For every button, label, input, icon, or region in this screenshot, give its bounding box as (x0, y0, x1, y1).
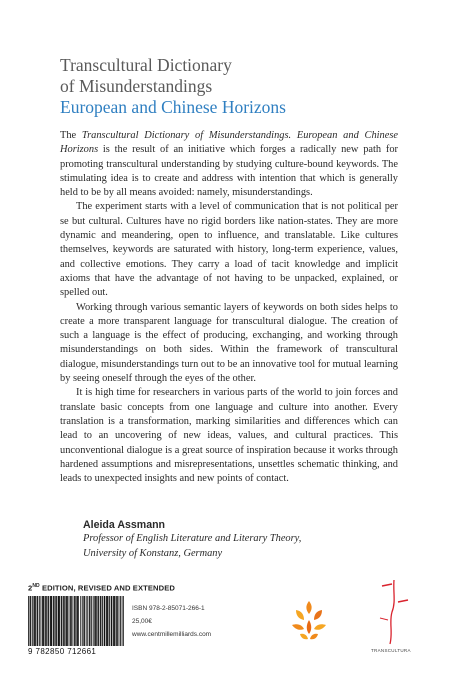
barcode-bar (46, 596, 47, 646)
barcode-bar (122, 596, 123, 646)
publication-info (132, 602, 211, 641)
barcode-bar (37, 596, 38, 646)
barcode-bars-icon (28, 596, 124, 646)
barcode-bar (116, 596, 117, 646)
barcode-bar (94, 596, 95, 646)
barcode-bar (72, 596, 73, 646)
barcode-bar (51, 596, 52, 646)
barcode-bar (70, 596, 71, 646)
barcode-bar (75, 596, 76, 646)
barcode-bar (45, 596, 46, 646)
barcode-bar (61, 596, 62, 646)
barcode-bar (100, 596, 101, 646)
barcode-bar (64, 596, 65, 646)
blurb-paragraph-3: Working through various semantic layers of keywords on both sides helps to create a more transparent language for transcultural dialogue. The creation of such a language is the effect of producing, exchanging, and working through misunderstandings on both sides. Within the framework of transcultural dialogue, misunderstandings turn out to be an innovative tool for mutual learning by seeing oneself through the eyes of the other. (60, 301, 398, 385)
barcode-bar (62, 596, 63, 646)
barcode-bar (77, 596, 78, 646)
barcode-bar (53, 596, 54, 646)
barcode-bar (58, 596, 59, 646)
barcode-bar (50, 596, 51, 646)
author-role-1: Professor of English Literature and Literary Theory, (83, 533, 302, 545)
barcode-bar (86, 596, 87, 646)
barcode-bar (28, 596, 29, 646)
barcode-bar (87, 596, 88, 646)
barcode-bar (82, 596, 83, 646)
transcultura-label: TRANSCULTURA (371, 648, 411, 653)
barcode-bar (48, 596, 49, 646)
blurb-text (60, 129, 398, 486)
barcode-bar (101, 596, 102, 646)
barcode-bar (30, 596, 31, 646)
barcode-bar (91, 596, 92, 646)
barcode-bar (74, 596, 75, 646)
barcode-bar (33, 596, 34, 646)
barcode-bar (80, 596, 81, 646)
barcode-bar (107, 596, 108, 646)
barcode-bar (89, 596, 90, 646)
book-title (60, 55, 286, 118)
barcode-bar (56, 596, 57, 646)
blurb-p1-book-title: Transcultural Dictionary of Misunderstandings. European and Chinese Horizons (60, 130, 398, 156)
barcode-bar (120, 596, 121, 646)
barcode-bar (59, 596, 60, 646)
barcode-bar (34, 596, 35, 646)
title-line-1: Transcultural Dictionary (60, 55, 232, 75)
barcode-bar (93, 596, 94, 646)
barcode-bar (78, 596, 79, 646)
transcultura-logo-icon (368, 578, 420, 660)
barcode-bar (90, 596, 91, 646)
barcode (28, 596, 124, 646)
barcode-bar (30, 596, 31, 646)
barcode-bar (111, 596, 112, 646)
blurb-p1-lead: The (60, 130, 82, 141)
barcode-bar (117, 596, 118, 646)
blurb-paragraph-2: The experiment starts with a level of communication that is not political per se but cultural. Cultures have no rigid borders like nation-states. They are more dynamic and meandering, open to influence, and translatable. Like cultures themselves, keywords are saturated with history, long-term experience, values, and collective emotions. They carry a load of tacit knowledge and implicit axioms that have the advantage of not having to be unpacked, explained, or spelled out. (60, 201, 398, 299)
barcode-bar (96, 596, 97, 646)
barcode-bar (66, 596, 67, 646)
barcode-bar (114, 596, 115, 646)
barcode-bar (58, 596, 59, 646)
edition-line (28, 583, 175, 593)
barcode-bar (119, 596, 120, 646)
edition-suffix: ND (32, 583, 40, 589)
barcode-bar (71, 596, 72, 646)
barcode-bar (40, 596, 41, 646)
barcode-bar (44, 596, 45, 646)
barcode-bar (98, 596, 99, 646)
barcode-bar (113, 596, 114, 646)
barcode-bar (43, 596, 44, 646)
barcode-bar (32, 596, 33, 646)
publisher-website: www.centmillemilliards.com (132, 631, 212, 638)
barcode-number: 9 782850 712661 (28, 647, 97, 656)
barcode-bar (83, 596, 84, 646)
barcode-bar (115, 596, 116, 646)
barcode-bar (104, 596, 105, 646)
barcode-bar (51, 596, 52, 646)
barcode-bar (67, 596, 68, 646)
barcode-bar (39, 596, 40, 646)
blurb-paragraph-4: It is high time for researchers in various parts of the world to join forces and translate basic concepts from one language and culture into another. Every translation is a transformation, marking similarities and differences which can lead to an uncovering of new ideas, values, and cultural practices. This unconventional dialogue is a great source of inspiration because it works through hardened assumptions and misrepresentations, unsettles schematic thinking, and leads to unexpected insights and new points of contact. (60, 387, 398, 485)
author-block (83, 518, 301, 561)
barcode-bar (84, 596, 85, 646)
barcode-bar (42, 596, 43, 646)
publisher-logo-icon (288, 598, 330, 646)
barcode-bar (54, 596, 55, 646)
barcode-bar (95, 596, 96, 646)
barcode-bar (55, 596, 56, 646)
blurb-p1-rest: is the result of an initiative which forges a radically new path for promoting transcultural understanding by studying culture-bound keywords. The stimulating idea is to create and address with intention that which is generally held to be by all means avoided: namely, misunderstandings. (60, 144, 398, 199)
edition-number: 2 (28, 583, 33, 593)
barcode-bar (104, 596, 105, 646)
edition-text: EDITION, REVISED AND EXTENDED (39, 583, 175, 593)
barcode-bar (48, 596, 49, 646)
barcode-bar (106, 596, 107, 646)
barcode-bar (102, 596, 103, 646)
author-role-2: University of Konstanz, Germany (83, 547, 223, 559)
barcode-bar (108, 596, 109, 646)
barcode-bar (69, 596, 70, 646)
barcode-bar (76, 596, 77, 646)
price: 25,00€ (132, 618, 152, 625)
barcode-bar (123, 596, 124, 646)
barcode-bar (63, 596, 64, 646)
isbn: ISBN 978-2-85071-266-1 (132, 605, 205, 612)
barcode-bar (35, 596, 36, 646)
barcode-bar (65, 596, 66, 646)
title-line-2: of Misunderstandings (60, 76, 213, 96)
barcode-bar (37, 596, 38, 646)
blurb-paragraph-1 (60, 129, 398, 200)
barcode-bar (97, 596, 98, 646)
barcode-bar (112, 596, 113, 646)
barcode-bar (109, 596, 110, 646)
subtitle: European and Chinese Horizons (60, 97, 286, 117)
author-name: Aleida Assmann (83, 519, 166, 531)
